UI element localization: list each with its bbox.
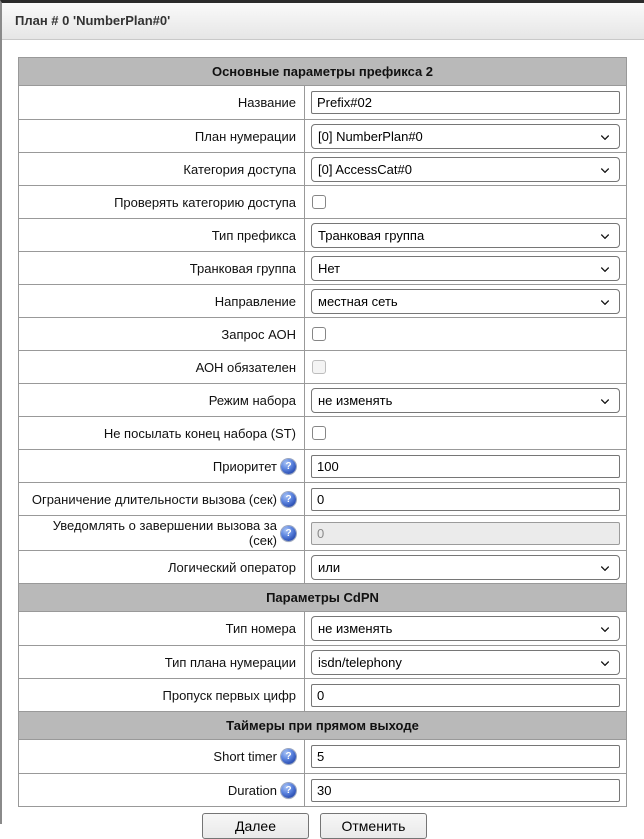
select-field[interactable] (311, 256, 620, 281)
section-header: Таймеры при прямом выходе (19, 711, 626, 740)
select-field[interactable] (311, 289, 620, 314)
field-label-cell (19, 219, 305, 251)
text-input[interactable] (311, 91, 620, 114)
select-selected-value: Нет (318, 260, 341, 276)
field-label: Приоритет (212, 458, 277, 474)
field-label-cell (19, 483, 305, 515)
checkbox (312, 360, 326, 374)
field-label: АОН обязателен (195, 359, 296, 375)
form-row (19, 645, 626, 678)
page-title: План # 0 'NumberPlan#0' (15, 13, 171, 28)
field-label-cell (19, 740, 305, 773)
form-row (19, 449, 626, 482)
field-label: Логический оператор (167, 559, 296, 575)
field-label: Short timer (213, 749, 277, 764)
field-label: Ограничение длительности вызова (сек) (31, 491, 277, 507)
text-input[interactable] (311, 779, 620, 802)
select-selected-value: [0] AccessCat#0 (318, 161, 412, 177)
field-cell (305, 384, 626, 416)
select-selected-value: не изменять (318, 392, 393, 408)
next-button[interactable]: Далее (202, 813, 309, 839)
form-row (19, 350, 626, 383)
field-label: Направление (214, 293, 296, 309)
field-cell (305, 120, 626, 152)
section-header: Основные параметры префикса 2 (19, 58, 626, 86)
help-icon[interactable]: ? (281, 526, 296, 541)
chevron-down-icon (601, 131, 610, 140)
checkbox[interactable] (312, 426, 326, 440)
help-icon[interactable]: ? (281, 492, 296, 507)
field-cell (305, 450, 626, 482)
checkbox[interactable] (312, 195, 326, 209)
help-icon[interactable]: ? (281, 459, 296, 474)
form-row (19, 86, 626, 119)
field-label-cell (19, 384, 305, 416)
button-row (2, 813, 627, 839)
chevron-down-icon (601, 263, 610, 272)
field-cell (305, 417, 626, 449)
text-input[interactable] (311, 745, 620, 768)
field-label-cell (19, 551, 305, 583)
form-row (19, 119, 626, 152)
field-label: Категория доступа (183, 161, 296, 177)
text-input[interactable] (311, 488, 620, 511)
field-label: Запрос АОН (221, 326, 296, 342)
field-cell (305, 252, 626, 284)
field-label: Транковая группа (189, 260, 296, 276)
field-cell (305, 612, 626, 645)
field-label-cell (19, 417, 305, 449)
chevron-down-icon (601, 164, 610, 173)
field-label: Название (237, 95, 296, 110)
select-field[interactable] (311, 388, 620, 413)
field-label-cell (19, 153, 305, 185)
chevron-down-icon (601, 395, 610, 404)
chevron-down-icon (601, 562, 610, 571)
field-label-cell (19, 612, 305, 645)
select-field[interactable] (311, 223, 620, 248)
field-label: Тип префикса (211, 227, 296, 243)
form-row (19, 482, 626, 515)
field-cell (305, 646, 626, 678)
text-input[interactable] (311, 455, 620, 478)
form-row (19, 740, 626, 773)
select-field[interactable] (311, 650, 620, 675)
field-label: План нумерации (194, 128, 296, 144)
text-input (311, 522, 620, 545)
field-label-cell (19, 774, 305, 806)
field-label: Пропуск первых цифр (162, 687, 296, 703)
select-selected-value: местная сеть (318, 293, 398, 309)
field-label-cell (19, 186, 305, 218)
field-cell (305, 219, 626, 251)
field-label-cell (19, 252, 305, 284)
checkbox[interactable] (312, 327, 326, 341)
field-cell (305, 351, 626, 383)
cancel-button[interactable]: Отменить (320, 813, 427, 839)
field-label-cell (19, 351, 305, 383)
field-label-cell (19, 450, 305, 482)
chevron-down-icon (601, 657, 610, 666)
form-row (19, 317, 626, 350)
field-cell (305, 740, 626, 773)
field-cell (305, 318, 626, 350)
select-field[interactable] (311, 616, 620, 641)
field-cell (305, 86, 626, 119)
field-cell (305, 551, 626, 583)
select-selected-value: не изменять (318, 621, 393, 636)
form-row (19, 251, 626, 284)
field-label: Проверять категорию доступа (114, 194, 296, 210)
field-label: Уведомлять о завершении вызова за (сек) (52, 518, 277, 548)
form-row (19, 416, 626, 449)
field-label: Duration (227, 782, 277, 798)
form-row (19, 185, 626, 218)
select-selected-value: [0] NumberPlan#0 (318, 128, 423, 144)
chevron-down-icon (601, 230, 610, 239)
form-row (19, 773, 626, 806)
field-label-cell (19, 679, 305, 711)
field-cell (305, 516, 626, 550)
form-row (19, 550, 626, 583)
form-row (19, 515, 626, 550)
window-title-bar (2, 3, 644, 40)
select-selected-value: Транковая группа (318, 227, 425, 243)
field-cell (305, 774, 626, 806)
field-label-cell (19, 120, 305, 152)
chevron-down-icon (601, 624, 610, 633)
field-label-cell (19, 646, 305, 678)
field-label: Тип плана нумерации (164, 654, 296, 670)
select-selected-value: isdn/telephony (318, 654, 402, 670)
field-cell (305, 153, 626, 185)
field-label: Тип номера (225, 621, 296, 636)
field-cell (305, 186, 626, 218)
field-cell (305, 679, 626, 711)
field-cell (305, 483, 626, 515)
prefix-settings-form (18, 57, 627, 807)
field-label-cell (19, 285, 305, 317)
chevron-down-icon (601, 296, 610, 305)
field-cell (305, 285, 626, 317)
form-row (19, 383, 626, 416)
field-label-cell (19, 86, 305, 119)
text-input[interactable] (311, 684, 620, 707)
form-row (19, 152, 626, 185)
select-field[interactable] (311, 157, 620, 182)
select-selected-value: или (318, 559, 341, 575)
field-label-cell (19, 516, 305, 550)
section-header: Параметры CdPN (19, 583, 626, 612)
field-label-cell (19, 318, 305, 350)
form-row (19, 218, 626, 251)
select-field[interactable] (311, 555, 620, 580)
form-row (19, 284, 626, 317)
form-row (19, 678, 626, 711)
select-field[interactable] (311, 124, 620, 149)
field-label: Не посылать конец набора (ST) (103, 425, 296, 441)
help-icon[interactable]: ? (281, 749, 296, 764)
form-row (19, 612, 626, 645)
help-icon[interactable]: ? (281, 783, 296, 798)
field-label: Режим набора (208, 392, 296, 408)
